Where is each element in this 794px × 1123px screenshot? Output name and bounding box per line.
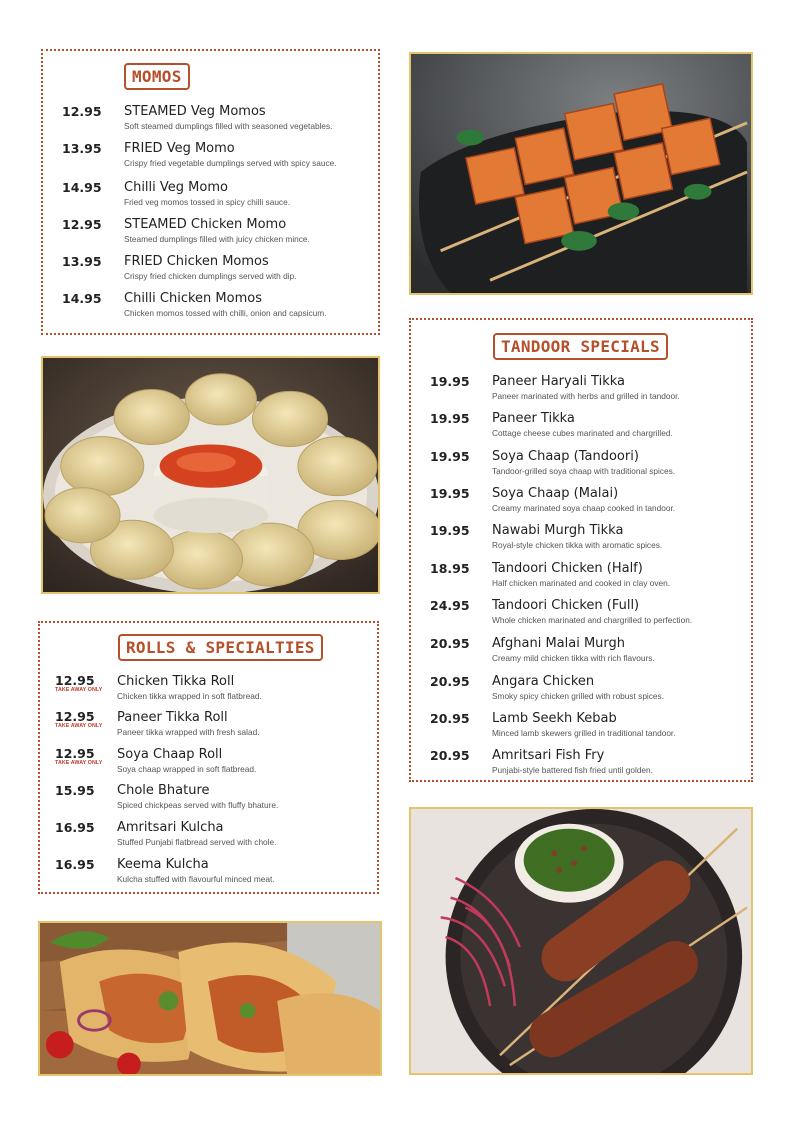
item-description: Crispy fried chicken dumplings served with dip. xyxy=(124,271,297,281)
item-description: Half chicken marinated and cooked in clay oven. xyxy=(492,578,671,588)
take-away-badge: TAKE AWAY ONLY xyxy=(55,760,103,766)
item-description: Whole chicken marinated and chargrilled to perfection. xyxy=(492,615,693,625)
item-description: Crispy fried vegetable dumplings served with spicy sauce. xyxy=(124,158,337,168)
menu-item xyxy=(411,636,751,672)
menu-item xyxy=(411,374,751,410)
item-description: Soft steamed dumplings filled with seasoned vegetables. xyxy=(124,121,333,131)
item-description: Creamy mild chicken tikka with rich flavours. xyxy=(492,653,655,663)
item-price: 18.95 xyxy=(430,561,470,576)
item-price: 16.95 xyxy=(55,820,95,835)
item-description: Paneer marinated with herbs and grilled in tandoor. xyxy=(492,391,680,401)
item-price: 12.95 xyxy=(55,709,95,724)
item-description: Cottage cheese cubes marinated and chargrilled. xyxy=(492,428,673,438)
item-name: Keema Kulcha xyxy=(117,857,209,872)
seekh-kebab-photo xyxy=(409,807,753,1075)
menu-item xyxy=(411,748,751,784)
item-price: 12.95 xyxy=(55,746,95,761)
item-description: Steamed dumplings filled with juicy chicken mince. xyxy=(124,234,310,244)
item-name: Soya Chaap (Malai) xyxy=(492,486,619,501)
menu-item xyxy=(43,291,378,327)
menu-item xyxy=(43,254,378,290)
item-price: 15.95 xyxy=(55,783,95,798)
menu-item xyxy=(411,598,751,634)
item-description: Fried veg momos tossed in spicy chilli sauce. xyxy=(124,197,291,207)
item-price: 19.95 xyxy=(430,449,470,464)
item-price: 20.95 xyxy=(430,711,470,726)
item-name: Chole Bhature xyxy=(117,783,210,798)
item-name: Chicken Tikka Roll xyxy=(117,674,235,689)
take-away-badge: TAKE AWAY ONLY xyxy=(55,723,103,729)
item-description: Spiced chickpeas served with fluffy bhature. xyxy=(117,800,279,810)
item-name: Afghani Malai Murgh xyxy=(492,636,626,651)
item-name: Soya Chaap Roll xyxy=(117,747,223,762)
item-description: Soya chaap wrapped in soft flatbread. xyxy=(117,764,257,774)
item-price: 12.95 xyxy=(62,217,102,232)
item-description: Chicken momos tossed with chilli, onion and capsicum. xyxy=(124,308,327,318)
menu-item xyxy=(43,104,378,140)
item-price: 19.95 xyxy=(430,411,470,426)
item-price: 19.95 xyxy=(430,374,470,389)
item-name: Lamb Seekh Kebab xyxy=(492,711,617,726)
item-name: Nawabi Murgh Tikka xyxy=(492,523,624,538)
item-name: STEAMED Veg Momos xyxy=(124,104,266,119)
rolls-title: ROLLS & SPECIALTIES xyxy=(118,634,323,661)
menu-item xyxy=(40,857,377,893)
item-description: Chicken tikka wrapped in soft flatbread. xyxy=(117,691,262,701)
item-price: 13.95 xyxy=(62,141,102,156)
item-description: Paneer tikka wrapped with fresh salad. xyxy=(117,727,260,737)
menu-item xyxy=(411,711,751,747)
menu-item xyxy=(40,710,377,746)
rolls-panel xyxy=(38,621,379,894)
item-price: 16.95 xyxy=(55,857,95,872)
item-name: Chilli Veg Momo xyxy=(124,180,228,195)
item-name: FRIED Chicken Momos xyxy=(124,254,269,269)
item-name: Paneer Tikka xyxy=(492,411,575,426)
item-name: Tandoori Chicken (Full) xyxy=(492,598,640,613)
tandoor-title: TANDOOR SPECIALS xyxy=(493,333,668,360)
menu-item xyxy=(40,674,377,710)
item-price: 14.95 xyxy=(62,291,102,306)
tandoor-panel xyxy=(409,318,753,782)
momos-title: MOMOS xyxy=(124,63,190,90)
menu-item xyxy=(411,523,751,559)
item-description: Minced lamb skewers grilled in traditional tandoor. xyxy=(492,728,676,738)
momos-photo xyxy=(41,356,380,594)
item-price: 20.95 xyxy=(430,674,470,689)
item-name: Chilli Chicken Momos xyxy=(124,291,262,306)
item-price: 20.95 xyxy=(430,636,470,651)
menu-item xyxy=(43,180,378,216)
item-price: 12.95 xyxy=(55,673,95,688)
item-price: 12.95 xyxy=(62,104,102,119)
item-description: Royal-style chicken tikka with aromatic spices. xyxy=(492,540,663,550)
item-name: STEAMED Chicken Momo xyxy=(124,217,287,232)
item-description: Creamy marinated soya chaap cooked in tandoor. xyxy=(492,503,676,513)
item-price: 19.95 xyxy=(430,523,470,538)
item-description: Punjabi-style battered fish fried until golden. xyxy=(492,765,653,775)
take-away-badge: TAKE AWAY ONLY xyxy=(55,687,103,693)
item-price: 13.95 xyxy=(62,254,102,269)
item-price: 19.95 xyxy=(430,486,470,501)
menu-item xyxy=(43,141,378,177)
item-name: Paneer Haryali Tikka xyxy=(492,374,625,389)
menu-item xyxy=(411,561,751,597)
menu-item xyxy=(40,783,377,819)
menu-item xyxy=(411,486,751,522)
item-name: Angara Chicken xyxy=(492,674,595,689)
item-name: Amritsari Kulcha xyxy=(117,820,224,835)
paneer-tikka-photo xyxy=(409,52,753,295)
menu-item xyxy=(411,411,751,447)
item-description: Stuffed Punjabi flatbread served with chole. xyxy=(117,837,277,847)
menu-item xyxy=(43,217,378,253)
item-name: Tandoori Chicken (Half) xyxy=(492,561,643,576)
menu-item xyxy=(411,674,751,710)
momos-panel xyxy=(41,49,380,335)
item-description: Kulcha stuffed with flavourful minced meat. xyxy=(117,874,275,884)
rolls-photo xyxy=(38,921,382,1076)
item-name: FRIED Veg Momo xyxy=(124,141,235,156)
item-name: Amritsari Fish Fry xyxy=(492,748,605,763)
menu-item xyxy=(40,747,377,783)
item-price: 20.95 xyxy=(430,748,470,763)
menu-item xyxy=(411,449,751,485)
item-price: 24.95 xyxy=(430,598,470,613)
item-description: Smoky spicy chicken grilled with robust spices. xyxy=(492,691,664,701)
menu-item xyxy=(40,820,377,856)
item-name: Paneer Tikka Roll xyxy=(117,710,228,725)
item-price: 14.95 xyxy=(62,180,102,195)
item-description: Tandoor-grilled soya chaap with traditional spices. xyxy=(492,466,676,476)
item-name: Soya Chaap (Tandoori) xyxy=(492,449,639,464)
